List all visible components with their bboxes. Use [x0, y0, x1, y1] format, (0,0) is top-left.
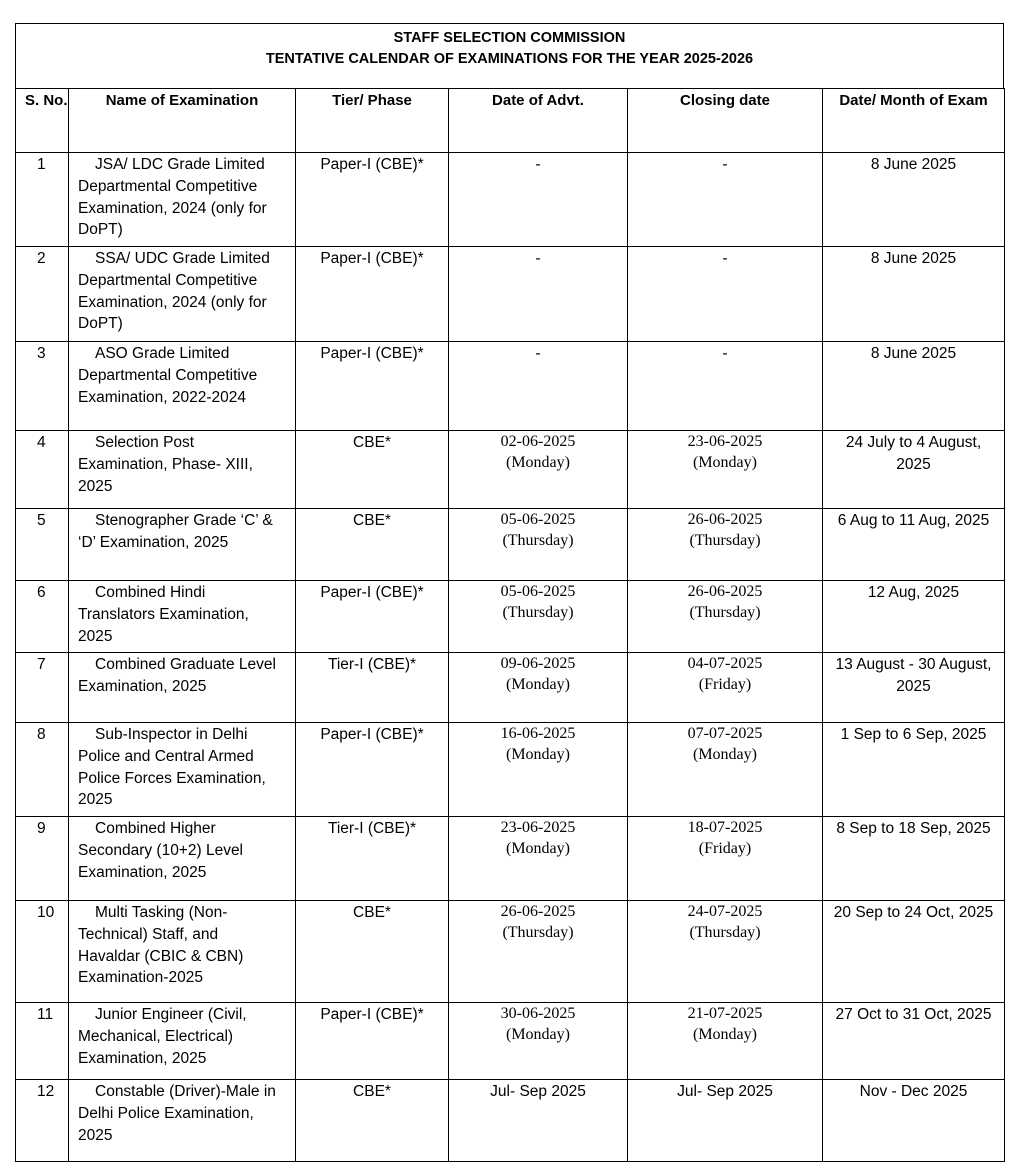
- cell-exam-date: 12 Aug, 2025: [823, 581, 1005, 653]
- cell-closing-date: [628, 901, 823, 1003]
- calendar-subtitle: TENTATIVE CALENDAR OF EXAMINATIONS FOR THE YEAR 2025-2026: [265, 51, 754, 67]
- advt-date: 09-06-2025: [500, 655, 576, 672]
- cell-exam-date: 1 Sep to 6 Sep, 2025: [823, 723, 1005, 817]
- exam-name-text: Combined Hindi Translators Examination, 2025: [78, 584, 249, 645]
- cell-closing-date: [628, 817, 823, 901]
- cell-sno: 12: [16, 1080, 69, 1162]
- cell-exam-name: [69, 509, 296, 581]
- cell-tier: Tier-I (CBE)*: [296, 653, 449, 723]
- advt-day: (Thursday): [502, 532, 574, 549]
- cell-tier: Tier-I (CBE)*: [296, 817, 449, 901]
- cell-exam-name: [69, 723, 296, 817]
- cell-exam-date: 13 August - 30 August, 2025: [823, 653, 1005, 723]
- advt-date: 30-06-2025: [500, 1005, 576, 1022]
- cell-advt-date: [449, 581, 628, 653]
- cell-tier: Paper-I (CBE)*: [296, 153, 449, 247]
- closing-date: 24-07-2025: [687, 903, 763, 920]
- advt-date: 26-06-2025: [500, 903, 576, 920]
- cell-exam-date: 8 June 2025: [823, 342, 1005, 431]
- document-header: [15, 23, 1004, 89]
- cell-sno: 7: [16, 653, 69, 723]
- advt-date: 23-06-2025: [500, 819, 576, 836]
- cell-sno: 11: [16, 1003, 69, 1080]
- advt-date: -: [535, 250, 541, 267]
- col-header-closing: Closing date: [628, 89, 823, 153]
- closing-date: 21-07-2025: [687, 1005, 763, 1022]
- cell-exam-date: 8 June 2025: [823, 153, 1005, 247]
- col-header-sno: S. No.: [16, 89, 69, 153]
- exam-name-text: Stenographer Grade ‘C’ & ‘D’ Examination, 2025: [78, 512, 273, 551]
- advt-date: 02-06-2025: [500, 433, 576, 450]
- table-row: [16, 1080, 1005, 1162]
- cell-advt-date: [449, 509, 628, 581]
- cell-sno: 6: [16, 581, 69, 653]
- exam-name-text: Combined Graduate Level Examination, 2025: [78, 656, 276, 695]
- closing-day: (Friday): [698, 840, 752, 857]
- cell-sno: 3: [16, 342, 69, 431]
- cell-exam-date: Nov - Dec 2025: [823, 1080, 1005, 1162]
- table-row: [16, 342, 1005, 431]
- closing-date: 23-06-2025: [687, 433, 763, 450]
- table-row: [16, 723, 1005, 817]
- advt-day: (Monday): [506, 746, 570, 763]
- cell-closing-date: [628, 342, 823, 431]
- cell-closing-date: [628, 581, 823, 653]
- cell-exam-name: [69, 901, 296, 1003]
- cell-tier: Paper-I (CBE)*: [296, 247, 449, 342]
- cell-exam-date: 27 Oct to 31 Oct, 2025: [823, 1003, 1005, 1080]
- cell-advt-date: [449, 153, 628, 247]
- advt-date: 05-06-2025: [500, 511, 576, 528]
- document: [15, 23, 1004, 1162]
- exam-name-text: JSA/ LDC Grade Limited Departmental Competitive Examination, 2024 (only for DoPT): [78, 156, 267, 239]
- exam-name-text: Multi Tasking (Non-Technical) Staff, and Havaldar (CBIC & CBN) Examination-2025: [78, 904, 244, 987]
- table-row: [16, 581, 1005, 653]
- cell-tier: Paper-I (CBE)*: [296, 581, 449, 653]
- col-header-name: Name of Examination: [69, 89, 296, 153]
- cell-advt-date: [449, 431, 628, 509]
- closing-day: (Thursday): [689, 924, 761, 941]
- table-row: [16, 431, 1005, 509]
- cell-exam-date: 20 Sep to 24 Oct, 2025: [823, 901, 1005, 1003]
- cell-closing-date: [628, 431, 823, 509]
- cell-closing-date: [628, 1003, 823, 1080]
- table-row: [16, 653, 1005, 723]
- cell-exam-name: [69, 431, 296, 509]
- advt-day: (Monday): [506, 676, 570, 693]
- cell-exam-name: [69, 817, 296, 901]
- cell-sno: 2: [16, 247, 69, 342]
- advt-date: -: [535, 345, 541, 362]
- advt-day: (Monday): [506, 454, 570, 471]
- col-header-tier: Tier/ Phase: [296, 89, 449, 153]
- exam-name-text: Combined Higher Secondary (10+2) Level Examination, 2025: [78, 820, 244, 881]
- cell-exam-name: [69, 247, 296, 342]
- exam-name-text: Selection Post Examination, Phase- XIII, 2025: [78, 434, 253, 495]
- cell-tier: Paper-I (CBE)*: [296, 342, 449, 431]
- closing-date: -: [722, 156, 728, 173]
- exam-name-text: Sub-Inspector in Delhi Police and Central Armed Police Forces Examination, 2025: [78, 726, 266, 809]
- cell-tier: CBE*: [296, 1080, 449, 1162]
- advt-date: Jul- Sep 2025: [490, 1083, 586, 1100]
- cell-exam-date: 8 June 2025: [823, 247, 1005, 342]
- table-row: [16, 509, 1005, 581]
- closing-date: -: [722, 345, 728, 362]
- cell-exam-date: 24 July to 4 August, 2025: [823, 431, 1005, 509]
- cell-exam-name: [69, 153, 296, 247]
- table-row: [16, 817, 1005, 901]
- closing-date: Jul- Sep 2025: [677, 1083, 773, 1100]
- cell-tier: CBE*: [296, 901, 449, 1003]
- table-row: [16, 1003, 1005, 1080]
- advt-date: -: [535, 156, 541, 173]
- closing-day: (Thursday): [689, 604, 761, 621]
- closing-date: 26-06-2025: [687, 511, 763, 528]
- cell-advt-date: [449, 1080, 628, 1162]
- cell-advt-date: [449, 723, 628, 817]
- closing-day: (Monday): [693, 454, 757, 471]
- advt-day: (Thursday): [502, 924, 574, 941]
- cell-tier: Paper-I (CBE)*: [296, 723, 449, 817]
- cell-exam-name: [69, 1080, 296, 1162]
- table-row: [16, 901, 1005, 1003]
- closing-day: (Monday): [693, 746, 757, 763]
- cell-tier: CBE*: [296, 431, 449, 509]
- closing-date: 18-07-2025: [687, 819, 763, 836]
- cell-closing-date: [628, 723, 823, 817]
- closing-date: 26-06-2025: [687, 583, 763, 600]
- cell-tier: CBE*: [296, 509, 449, 581]
- cell-advt-date: [449, 901, 628, 1003]
- closing-date: 04-07-2025: [687, 655, 763, 672]
- cell-closing-date: [628, 247, 823, 342]
- exam-name-text: Constable (Driver)-Male in Delhi Police Examination, 2025: [78, 1083, 276, 1144]
- closing-day: (Monday): [693, 1026, 757, 1043]
- cell-tier: Paper-I (CBE)*: [296, 1003, 449, 1080]
- exam-name-text: SSA/ UDC Grade Limited Departmental Competitive Examination, 2024 (only for DoPT): [78, 250, 270, 333]
- cell-exam-name: [69, 342, 296, 431]
- cell-advt-date: [449, 653, 628, 723]
- cell-advt-date: [449, 1003, 628, 1080]
- exam-name-text: ASO Grade Limited Departmental Competitive Examination, 2022-2024: [78, 345, 258, 406]
- exam-calendar-table: [15, 88, 1005, 1162]
- col-header-exam: Date/ Month of Exam: [823, 89, 1005, 153]
- table-header-row: [16, 89, 1005, 153]
- cell-sno: 4: [16, 431, 69, 509]
- cell-sno: 10: [16, 901, 69, 1003]
- cell-sno: 9: [16, 817, 69, 901]
- cell-exam-date: 8 Sep to 18 Sep, 2025: [823, 817, 1005, 901]
- cell-exam-name: [69, 581, 296, 653]
- exam-name-text: Junior Engineer (Civil, Mechanical, Electrical) Examination, 2025: [78, 1006, 247, 1067]
- advt-date: 05-06-2025: [500, 583, 576, 600]
- table-row: [16, 247, 1005, 342]
- cell-closing-date: [628, 153, 823, 247]
- cell-closing-date: [628, 509, 823, 581]
- advt-date: 16-06-2025: [500, 725, 576, 742]
- table-row: [16, 153, 1005, 247]
- cell-sno: 1: [16, 153, 69, 247]
- cell-sno: 5: [16, 509, 69, 581]
- cell-closing-date: [628, 1080, 823, 1162]
- advt-day: (Monday): [506, 840, 570, 857]
- advt-day: (Monday): [506, 1026, 570, 1043]
- cell-advt-date: [449, 817, 628, 901]
- closing-day: (Thursday): [689, 532, 761, 549]
- advt-day: (Thursday): [502, 604, 574, 621]
- cell-exam-name: [69, 653, 296, 723]
- cell-advt-date: [449, 342, 628, 431]
- cell-closing-date: [628, 653, 823, 723]
- closing-date: -: [722, 250, 728, 267]
- cell-advt-date: [449, 247, 628, 342]
- cell-exam-date: 6 Aug to 11 Aug, 2025: [823, 509, 1005, 581]
- closing-date: 07-07-2025: [687, 725, 763, 742]
- org-title: STAFF SELECTION COMMISSION: [393, 30, 626, 46]
- col-header-advt: Date of Advt.: [449, 89, 628, 153]
- cell-exam-name: [69, 1003, 296, 1080]
- cell-sno: 8: [16, 723, 69, 817]
- closing-day: (Friday): [698, 676, 752, 693]
